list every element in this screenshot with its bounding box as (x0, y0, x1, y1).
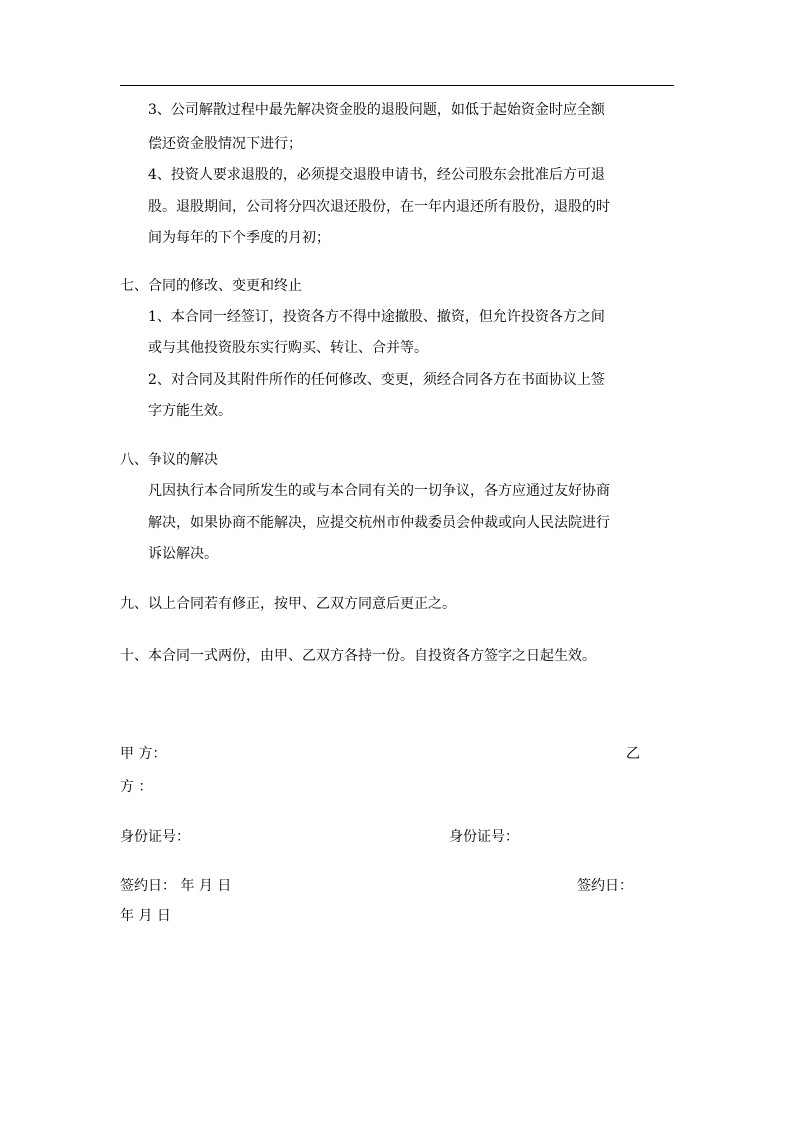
clause-4-line-2: 股。退股期间，公司将分四次退还股份，在一年内退还所有股份，退股的时 (148, 199, 610, 215)
section-7-item-2-line-2: 字方能生效。 (148, 403, 232, 419)
section-8-line-3: 诉讼解决。 (148, 546, 218, 562)
sign-date-b: 年 月 日 (120, 908, 171, 924)
id-number-label-b: 身份证号： (449, 829, 519, 845)
clause-4-line-1: 4、投资人要求退股的，必须提交退股申请书，经公司股东会批准后方可退 (148, 167, 605, 183)
sign-date-b-label: 签约日： (577, 878, 633, 894)
party-b-label-char-2: 方 ： (120, 779, 153, 795)
section-7-item-1-line-2: 或与其他投资股东实行购买、转让、合并等。 (148, 340, 428, 356)
section-10-text: 十、本合同一式两份，由甲、乙双方各持一份。自投资各方签字之日起生效。 (120, 648, 596, 664)
section-7-heading: 七、合同的修改、变更和终止 (120, 278, 302, 294)
clause-4-line-3: 间为每年的下个季度的月初； (148, 230, 330, 246)
clause-3-line-1: 3、公司解散过程中最先解决资金股的退股问题，如低于起始资金时应全额 (148, 102, 605, 118)
section-8-line-2: 解决，如果协商不能解决，应提交杭州市仲裁委员会仲裁或向人民法院进行 (148, 515, 610, 531)
clause-3-line-2: 偿还资金股情况下进行； (148, 136, 302, 152)
section-7-item-2-line-1: 2、对合同及其附件所作的任何修改、变更，须经合同各方在书面协议上签 (148, 372, 605, 388)
party-b-label-char-1: 乙 (626, 746, 640, 762)
section-8-line-1: 凡因执行本合同所发生的或与本合同有关的一切争议，各方应通过友好协商 (148, 483, 610, 499)
id-number-label-a: 身份证号： (120, 829, 190, 845)
section-7-item-1-line-1: 1、本合同一经签订，投资各方不得中途撤股、撤资，但允许投资各方之间 (148, 309, 605, 325)
party-a-label: 甲 方： (120, 746, 167, 762)
section-8-heading: 八、争议的解决 (120, 452, 218, 468)
sign-date-a: 签约日： 年 月 日 (120, 878, 232, 894)
header-rule (120, 85, 674, 86)
section-9-text: 九、以上合同若有修正，按甲、乙双方同意后更正之。 (120, 596, 456, 612)
